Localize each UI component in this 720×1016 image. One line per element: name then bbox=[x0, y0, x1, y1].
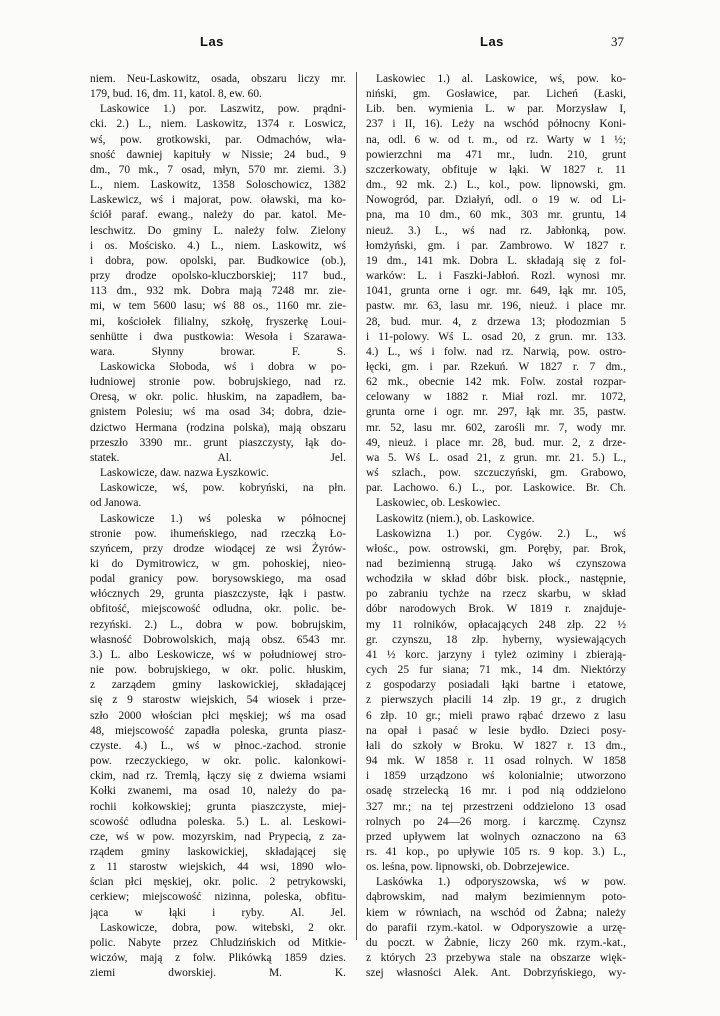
text-line: dąbrowskim, nad małym bezimiennym poto- bbox=[366, 891, 626, 904]
text-line: niński, gm. Gosławice, par. Licheń (Łaski, bbox=[366, 88, 626, 101]
page-number: 37 bbox=[611, 34, 624, 49]
text-line: pastw. mr. 63, lasu mr. 196, nieuż. i place mr. bbox=[366, 300, 626, 313]
text-line: cerkiew; miejscowość nizinna, poleska, obfitu- bbox=[90, 891, 346, 904]
text-line: dm., 70 mk., 7 osad, młyn, 570 mr. ziemi. 3.) bbox=[90, 163, 346, 176]
text-line: 94 mk. W 1858 r. 11 osad rolnych. W 1858 bbox=[366, 755, 626, 768]
text-line: 4.) L., wś i folw. nad rz. Narwią, pow. ostro- bbox=[366, 345, 626, 358]
text-line: czyste. 4.) L., wś w płnoc.-zachod. stronie bbox=[90, 739, 346, 752]
text-line: os. leśna, pow. lipnowski, ob. Dobrzejewice. bbox=[366, 861, 570, 874]
text-line: L., niem. Laskowitz, 1358 Soloschowicz, 1382 bbox=[90, 179, 346, 192]
text-line: ścian płci męskiej, okr. polic. 2 petrykowski, bbox=[90, 876, 346, 889]
text-line: wś, pow. grotkowski, par. Odmachów, wła- bbox=[90, 133, 346, 146]
text-line: obfitość, miejscowość odludna, okr. polic. be- bbox=[90, 603, 346, 616]
left-column bbox=[90, 72, 346, 981]
text-line: sność dawniej kapituły w Nissie; 24 bud., 9 bbox=[90, 148, 346, 161]
text-line: łudniowej stronie pow. bobrujskiego, nad rz. bbox=[90, 376, 346, 389]
text-line: dóbr narodowych Brok. W 1819 r. znajduje- bbox=[366, 603, 626, 616]
text-line: i 11-polowy. Wś L. osad 20, z grun. mr. 133. bbox=[366, 330, 626, 343]
text-line: 48, miejscowość zapadła poleska, grunta piasz- bbox=[90, 724, 346, 737]
text-line: 3.) L. albo Leskowicze, wś w południowej stro- bbox=[90, 648, 346, 661]
text-line: Lib. ben. wymienia L. w par. Morzysław I, bbox=[366, 103, 626, 116]
column-divider bbox=[356, 72, 357, 940]
text-line: do parafii rzym.-katol. w Odporyszowie a urzę- bbox=[366, 921, 626, 934]
text-line: Laskewicz, wś i majorat, pow. oławski, ma ko- bbox=[90, 194, 346, 207]
text-line: nad bezimienną strugą. Jako wś czynszowa bbox=[366, 558, 626, 570]
text-line: 49, nieuż. i place mr. 28, bud. mur. 2, z drze- bbox=[366, 436, 626, 449]
text-line: wa 5. Wś L. osad 21, z grun. mr. 21. 5.) L., bbox=[366, 451, 626, 464]
text-line: wara. Słynny browar. F. S. bbox=[90, 345, 346, 358]
text-line: gr. czynszu, 18 złp. hyberny, wysiewających bbox=[366, 633, 626, 646]
text-line: du poczt. w Żabnie, liczy 260 mk. rzym.-kat., bbox=[366, 936, 626, 949]
text-line: Laskowice 1.) por. Laszwitz, pow. prądni- bbox=[100, 103, 346, 116]
running-header bbox=[0, 34, 720, 54]
text-line: Laskowiec, ob. Leskowiec. bbox=[376, 497, 501, 510]
text-line: się z 9 starostw wiejskich, 54 wiosek i prze- bbox=[90, 694, 346, 707]
text-line: ściół paraf. ewang., należy do par. katol. Me- bbox=[90, 209, 346, 222]
text-line: dm., 92 mk. 2.) L., kol., pow. lipnowski, gm. bbox=[366, 179, 626, 192]
text-line: mi, w tem 5600 lasu; wś 88 os., 1160 mr. zie- bbox=[90, 300, 346, 313]
text-line: Nowogród, par. Działyń, odl. o 19 w. od Li- bbox=[366, 194, 626, 207]
text-line: pow. rzeczyckiego, w okr. polic. kalonkowi- bbox=[90, 755, 346, 768]
text-line: wiczów, mają z folw. Plikówką 1859 dzies. bbox=[90, 952, 346, 965]
text-line: Laskowicka Słoboda, wś i dobra w po- bbox=[100, 360, 346, 373]
text-line: Laskowicze, daw. nazwa Łyszkowic. bbox=[100, 467, 269, 480]
text-line: dzictwo Hermana (rodzina polska), mają obszaru bbox=[90, 421, 346, 434]
text-line: 41 ½ korc. jarzyny i tyleż oziminy i zbierają- bbox=[366, 648, 626, 661]
text-line: rezyński. 2.) L., dobra w pow. bobrujskim, bbox=[90, 618, 346, 631]
text-line: i os. Mościsko. 4.) L., niem. Laskowitz, wś bbox=[90, 239, 346, 252]
text-line: rządem gminy laskowickiej, składającej się bbox=[90, 845, 346, 858]
text-line: niem. Neu-Laskowitz, osada, obszaru liczy mr. bbox=[90, 73, 346, 85]
text-line: mi, kościołek filialny, szkołę, fryszerkę Loui- bbox=[90, 315, 346, 328]
text-line: Laskowiec 1.) al. Laskowice, wś, pow. ko- bbox=[376, 73, 626, 85]
text-line: 6 złp. 10 gr.; mieli prawo rąbać drzewo z lasu bbox=[366, 709, 626, 722]
text-line: przed upływem lat wolnych oznaczono na 63 bbox=[366, 830, 626, 843]
text-line: i dobra, pow. opolski, par. Budkowice (ob.), bbox=[90, 254, 346, 267]
text-line: warków: L. i Faszki-Jabłoń. Rozl. wynosi mr. bbox=[366, 270, 626, 283]
header-right-word: Las bbox=[480, 34, 504, 49]
text-line: Oresą, w okr. polic. hłuskim, na zapadłem, ba- bbox=[90, 391, 346, 404]
text-line: leschwitz. Do gminy L. należy folw. Zielony bbox=[90, 224, 346, 237]
text-line: rs. 41 kop., po upływie 105 rs. 9 kop. 3.) L., bbox=[366, 845, 626, 858]
header-left-word: Las bbox=[200, 34, 224, 49]
text-line: Laskowicze, wś, pow. kobryński, na płn. bbox=[100, 482, 346, 495]
text-line: par. Lachowo. 6.) L., por. Laskowice. Br. Ch. bbox=[366, 482, 626, 495]
text-line: nieuż. 3.) L., wś nad rz. Jabłonką, pow. bbox=[366, 224, 626, 237]
text-line: i 1859 urządzono wś kolonialnie; utworzono bbox=[366, 770, 626, 783]
text-line: wś szlach., pow. szczuczyński, gm. Grabowo, bbox=[366, 467, 626, 480]
text-line: na, odl. 6 w. od t. m., od rz. Warty w 1 ½; bbox=[366, 133, 626, 146]
text-line: podal granicy pow. borysowskiego, ma osad bbox=[90, 573, 346, 586]
text-line: 19 dm., 141 mk. Dobra L. składają się z fol- bbox=[366, 254, 626, 267]
text-line: powierzchni ma 471 mr., ludn. 210, grunt bbox=[366, 148, 626, 161]
text-line: szło 2000 włościan płci męskiej; wś ma osad bbox=[90, 709, 346, 722]
text-line: mr. 52, lasu mr. 602, zarośli mr. 7, wody mr. bbox=[366, 421, 626, 434]
text-line: Laskówka 1.) odporyszowska, wś w pow. bbox=[376, 876, 626, 889]
text-line: włośc., pow. ostrowski, gm. Poręby, par. Brok, bbox=[366, 542, 626, 555]
text-line: grunta orne i ogr. mr. 297, łąk mr. 35, pastw. bbox=[366, 406, 626, 419]
text-line: statek. Al. Jel. bbox=[90, 451, 346, 464]
text-line: 28, bud. mur. 4, z drzewa 13; płodozmian 5 bbox=[366, 315, 626, 328]
text-line: z 11 starostw wiejskich, 44 wsi, 1890 wło- bbox=[90, 861, 346, 874]
text-line: od Janowa. bbox=[90, 497, 142, 510]
text-line: stronie pow. ihumeńskiego, nad rzeczką Ło- bbox=[90, 527, 346, 540]
text-line: łęcki, gm. i par. Rzekuń. W 1827 r. 7 dm., bbox=[366, 360, 626, 373]
text-line: celowany w 1882 r. Miał rozl. mr. 1072, bbox=[366, 391, 626, 404]
text-line: przy drodze opolsko-kluczborskiej; 117 bud., bbox=[90, 270, 346, 283]
text-line: łomżyński, gm. i par. Zambrowo. W 1827 r. bbox=[366, 239, 626, 252]
text-line: rochii kołkowskiej; grunta piaszczyste, miej- bbox=[90, 800, 346, 813]
text-line: 62 mk., obecnie 142 mk. Folw. został rozpar- bbox=[366, 376, 626, 389]
text-line: Laskowitz (niem.), ob. Laskowice. bbox=[376, 512, 535, 525]
text-line: kiem w równiach, na wschód od Żabna; należy bbox=[366, 906, 626, 919]
text-line: z których 23 przebywa stale na obszarze więk- bbox=[366, 952, 626, 965]
text-line: 113 dm., 932 mk. Dobra mają 7248 mr. zie- bbox=[90, 285, 346, 298]
text-line: Laskowicze, dobra, pow. witebski, 2 okr. bbox=[100, 921, 346, 934]
text-line: ki do Dymitrowicz, w gm. pohoskiej, nieo- bbox=[90, 558, 346, 570]
text-line: nie pow. bobrujskiego, w okr. polic. hłuskim, bbox=[90, 664, 346, 677]
text-line: 1041, grunta orne i ogr. mr. 649, łąk mr. 105, bbox=[366, 285, 626, 298]
text-line: polic. Nabyte przez Chludzińskich od Mitkie- bbox=[90, 936, 346, 949]
text-line: cki. 2.) L., niem. Laskowitz, 1374 r. Loswicz, bbox=[90, 118, 346, 131]
text-line: Laskowizna 1.) por. Cygów. 2.) L., wś bbox=[376, 527, 626, 540]
text-line: senhütte i dwa pustkowia: Wesoła i Szarawa- bbox=[90, 330, 346, 343]
text-line: ckim, nad rz. Tremlą, łączy się z dwiema wsiami bbox=[90, 770, 346, 783]
text-line: osadę strzelecką 16 mr. i pod nią oddzielono bbox=[366, 785, 626, 798]
text-line: włócznych 29, grunta piaszczyste, łąk i pastw. bbox=[90, 588, 346, 601]
text-line: gnistem Polesiu; wś ma osad 34; dobra, dzie- bbox=[90, 406, 346, 419]
text-line: z pierwszych płacili 14 złp. 19 gr., z drugich bbox=[366, 694, 626, 707]
text-line: jąca w łąki i ryby. Al. Jel. bbox=[90, 906, 346, 919]
text-line: cych 25 fur siana; 71 mk., 14 dm. Niektórzy bbox=[366, 664, 626, 677]
text-line: z gospodarzy posiadali łąki bartne i etatowe, bbox=[366, 679, 626, 692]
text-line: Kołki zwanemi, ma osad 10, należy do pa- bbox=[90, 785, 346, 798]
text-line: cze, wś w pow. mozyrskim, nad Prypecią, z za- bbox=[90, 830, 346, 843]
text-line: na opał i pasać w lesie bydło. Dzieci posy- bbox=[366, 724, 626, 737]
text-line: szyńcem, przy drodze wiodącej ze wsi Żyrów- bbox=[90, 542, 346, 555]
text-line: 237 i II, 16). Leży na wschód północny Koni- bbox=[366, 118, 626, 131]
text-line: szej własności Alek. Ant. Dobrzyńskiego, wy- bbox=[366, 967, 626, 980]
text-line: Laskowicze 1.) wś poleska w północnej bbox=[100, 512, 346, 525]
text-line: ziemi dworskiej. M. K. bbox=[90, 967, 346, 980]
text-line: 327 mr.; na tej przestrzeni oddzielono 13 osad bbox=[366, 800, 626, 813]
text-line: rolnych po 24—26 morg. i karczmę. Czynsz bbox=[366, 815, 626, 828]
text-line: my 11 rolników, opłacających 248 złp. 22 ½ bbox=[366, 618, 626, 631]
text-line: łali do szkoły w Broku. W 1827 r. 13 dm., bbox=[366, 739, 626, 752]
text-line: pna, ma 10 dm., 60 mk., 303 mr. gruntu, 14 bbox=[366, 209, 626, 222]
text-line: z zarządem gminy laskowickiej, składającej bbox=[90, 679, 346, 692]
text-line: 179, bud. 16, dm. 11, katol. 8, ew. 60. bbox=[90, 88, 262, 101]
text-line: własność Dobrowolskich, mają obsz. 6543 mr. bbox=[90, 633, 346, 646]
text-line: szczerkowaty, obfituje w łąki. W 1827 r. 11 bbox=[366, 163, 626, 176]
text-line: wchodziła w skład dóbr bisk. płock., następnie, bbox=[366, 573, 626, 586]
text-line: po zabraniu tychże na rzecz skarbu, w skład bbox=[366, 588, 626, 601]
text-line: scowość odludna poleska. 5.) L. al. Leskowi- bbox=[90, 815, 346, 828]
right-column bbox=[366, 72, 626, 981]
text-line: przeszło 3390 mr.. grunt piaszczysty, łąk do- bbox=[90, 436, 346, 449]
